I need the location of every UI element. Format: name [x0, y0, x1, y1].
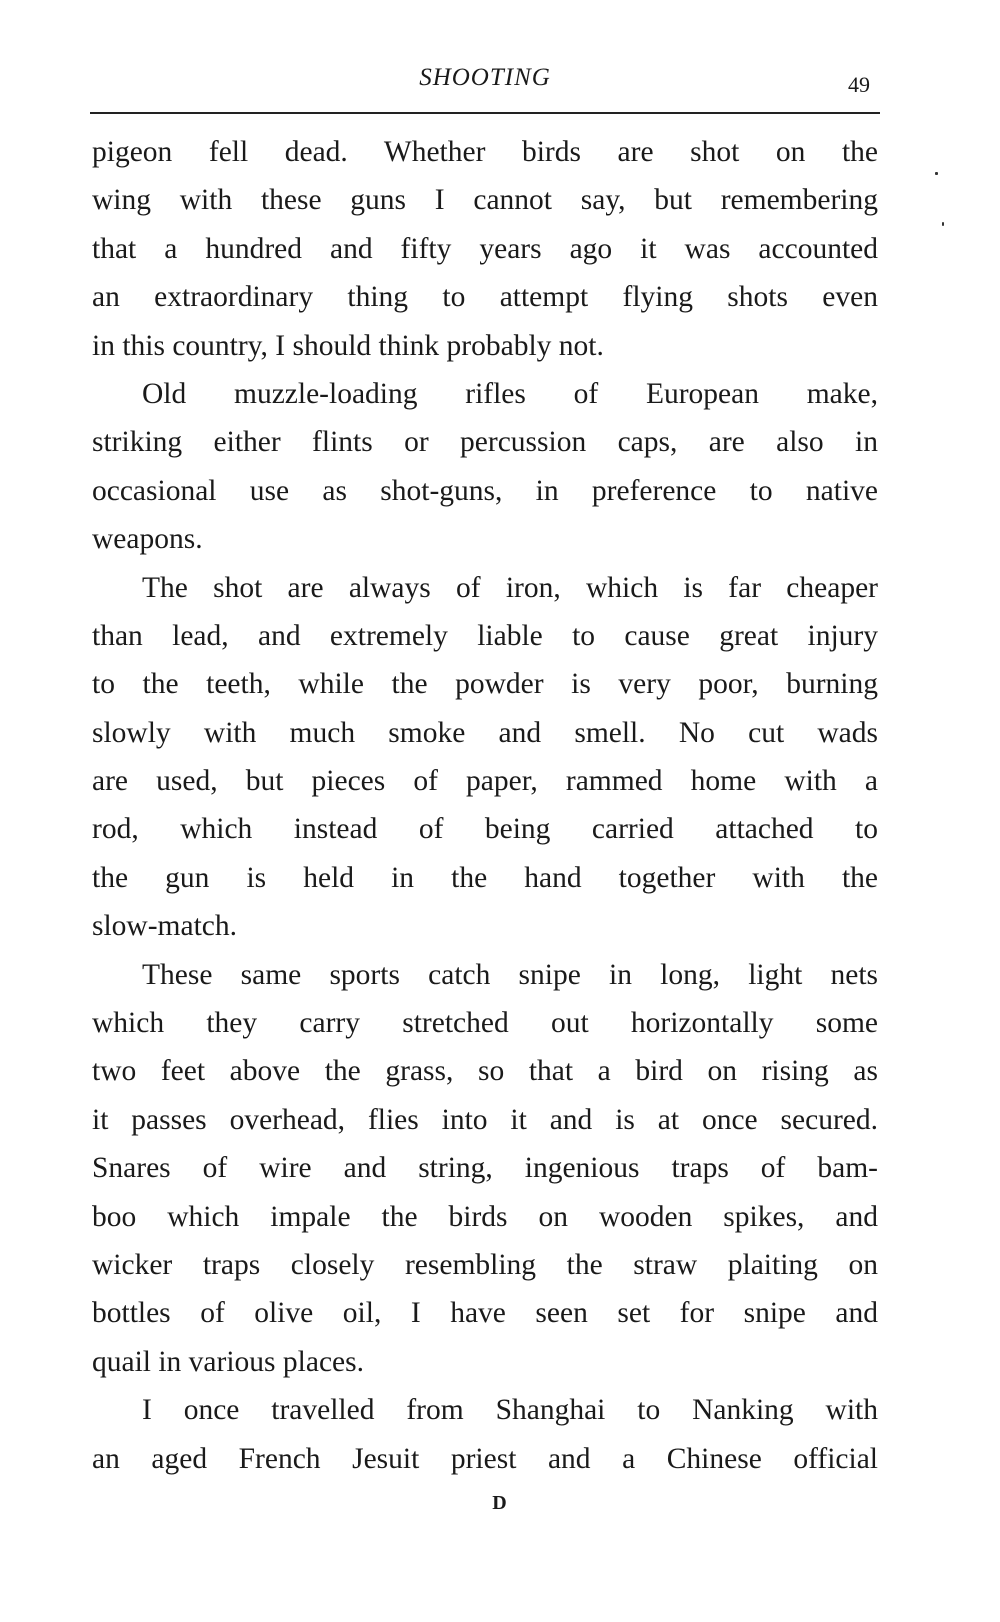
text-line: wicker traps closely resembling the straw plaiting on — [92, 1248, 878, 1281]
text-line: The shot are always of iron, which is far cheaper — [142, 571, 878, 604]
running-head — [92, 60, 878, 100]
text-line: slowly with much smoke and smell. No cut wads — [92, 716, 878, 749]
text-line: which they carry stretched out horizontally some — [92, 1007, 878, 1040]
text-line: slow-match. — [92, 910, 238, 943]
text-line: an aged French Jesuit priest and a Chinese official — [92, 1442, 878, 1475]
ink-speck — [942, 222, 944, 226]
text-line: These same sports catch snipe in long, light nets — [142, 958, 878, 991]
text-line: Old muzzle-loading rifles of European make, — [142, 377, 878, 410]
text-line: are used, but pieces of paper, rammed home with a — [92, 765, 878, 798]
text-line: in this country, I should think probably not. — [92, 329, 604, 362]
text-line: to the teeth, while the powder is very poor, burning — [92, 668, 878, 701]
text-line: Snares of wire and string, ingenious traps of bam- — [92, 1152, 878, 1185]
text-line: that a hundred and fifty years ago it was accounted — [92, 232, 878, 265]
text-line: weapons. — [92, 523, 203, 556]
text-line: wing with these guns I cannot say, but remembering — [92, 184, 878, 217]
header-rule — [90, 112, 880, 114]
text-line: quail in various places. — [92, 1345, 364, 1378]
text-line: bottles of olive oil, I have seen set for snipe and — [92, 1297, 878, 1330]
text-line: occasional use as shot-guns, in preference to native — [92, 474, 878, 507]
text-line: than lead, and extremely liable to cause great injury — [92, 619, 878, 652]
text-line: striking either flints or percussion caps, are also in — [92, 426, 878, 459]
text-line: pigeon fell dead. Whether birds are shot on the — [92, 136, 878, 168]
text-line: rod, which instead of being carried attached to — [92, 813, 878, 846]
ink-speck — [935, 172, 938, 175]
text-line: it passes overhead, flies into it and is at once secured. — [92, 1103, 878, 1136]
text-line: an extraordinary thing to attempt flying shots even — [92, 281, 878, 314]
body-text — [92, 128, 878, 1483]
text-line: boo which impale the birds on wooden spikes, and — [92, 1200, 878, 1233]
running-title: SHOOTING — [419, 64, 551, 91]
text-line: I once travelled from Shanghai to Nanking with — [142, 1394, 878, 1427]
signature-mark: D — [492, 1492, 508, 1514]
page-number: 49 — [848, 72, 870, 97]
text-line: two feet above the grass, so that a bird on rising as — [92, 1055, 878, 1088]
text-line: the gun is held in the hand together with the — [92, 861, 878, 894]
